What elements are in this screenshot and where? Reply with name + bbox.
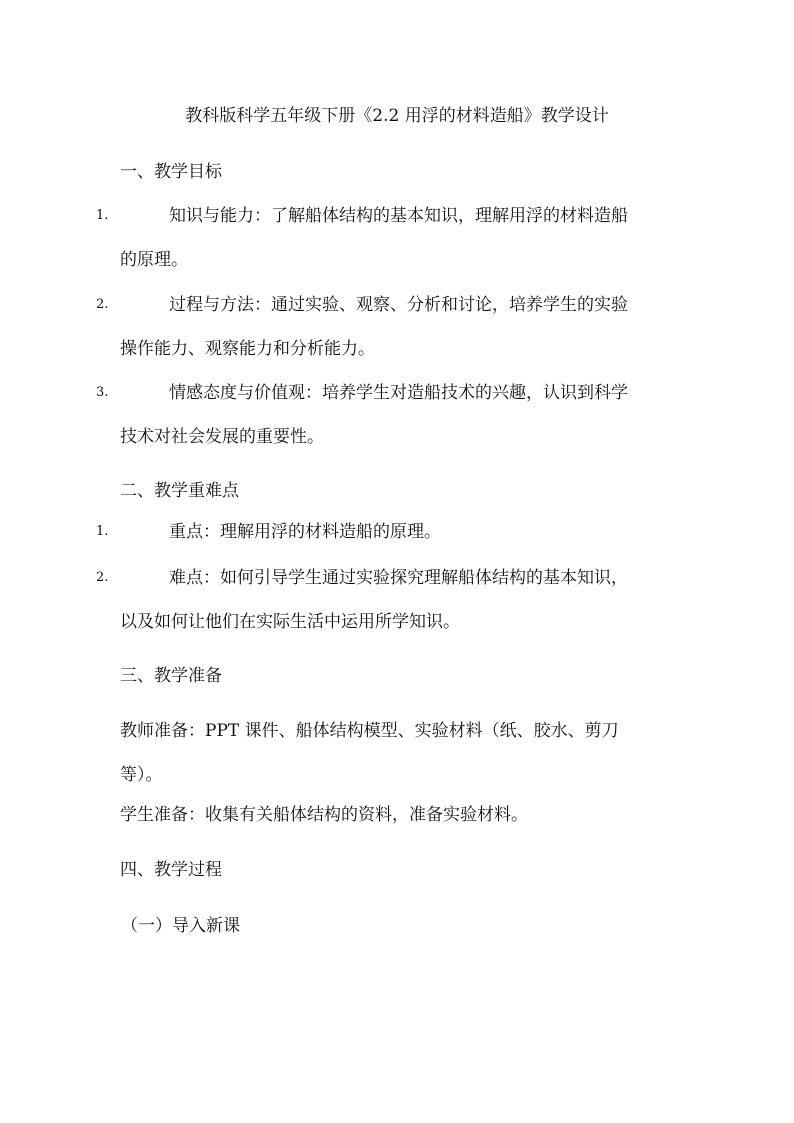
objective-item-3 xyxy=(0,381,794,453)
list-text-line2: 操作能力、观察能力和分析能力。 xyxy=(120,339,375,359)
list-number: 2. xyxy=(96,570,109,585)
keypoint-item-1 xyxy=(0,520,794,544)
student-preparation: 学生准备：收集有关船体结构的资料，准备实验材料。 xyxy=(120,805,528,825)
section-heading-key-points: 二、教学重难点 xyxy=(120,481,239,501)
list-number: 3. xyxy=(96,385,109,400)
objective-item-1 xyxy=(0,204,794,276)
section-heading-process: 四、教学过程 xyxy=(120,860,222,880)
section-heading-objectives: 一、教学目标 xyxy=(120,162,222,182)
list-text-line2: 的原理。 xyxy=(120,250,188,270)
list-text-line2: 以及如何让他们在实际生活中运用所学知识。 xyxy=(120,612,460,632)
list-text-line2: 技术对社会发展的重要性。 xyxy=(120,427,324,447)
list-text-line1: 重点：理解用浮的材料造船的原理。 xyxy=(169,522,441,542)
keypoint-item-2 xyxy=(0,566,794,638)
list-text-line1: 过程与方法：通过实验、观察、分析和讨论，培养学生的实验 xyxy=(169,295,628,315)
list-text-line1: 知识与能力：了解船体结构的基本知识，理解用浮的材料造船 xyxy=(169,206,628,226)
subsection-heading-intro: （一）导入新课 xyxy=(121,916,240,936)
objective-item-2 xyxy=(0,293,794,365)
list-number: 1. xyxy=(96,208,109,223)
teacher-preparation xyxy=(120,719,619,787)
section-heading-preparation: 三、教学准备 xyxy=(120,666,222,686)
list-number: 1. xyxy=(96,524,109,539)
document-title: 教科版科学五年级下册《2.2 用浮的材料造船》教学设计 xyxy=(185,106,609,126)
list-number: 2. xyxy=(96,297,109,312)
teacher-prep-line1: 教师准备：PPT 课件、船体结构模型、实验材料（纸、胶水、剪刀 xyxy=(120,721,619,741)
teacher-prep-line2: 等）。 xyxy=(120,765,163,785)
list-text-line1: 情感态度与价值观：培养学生对造船技术的兴趣，认识到科学 xyxy=(169,383,628,403)
list-text-line1: 难点：如何引导学生通过实验探究理解船体结构的基本知识， xyxy=(169,568,628,588)
